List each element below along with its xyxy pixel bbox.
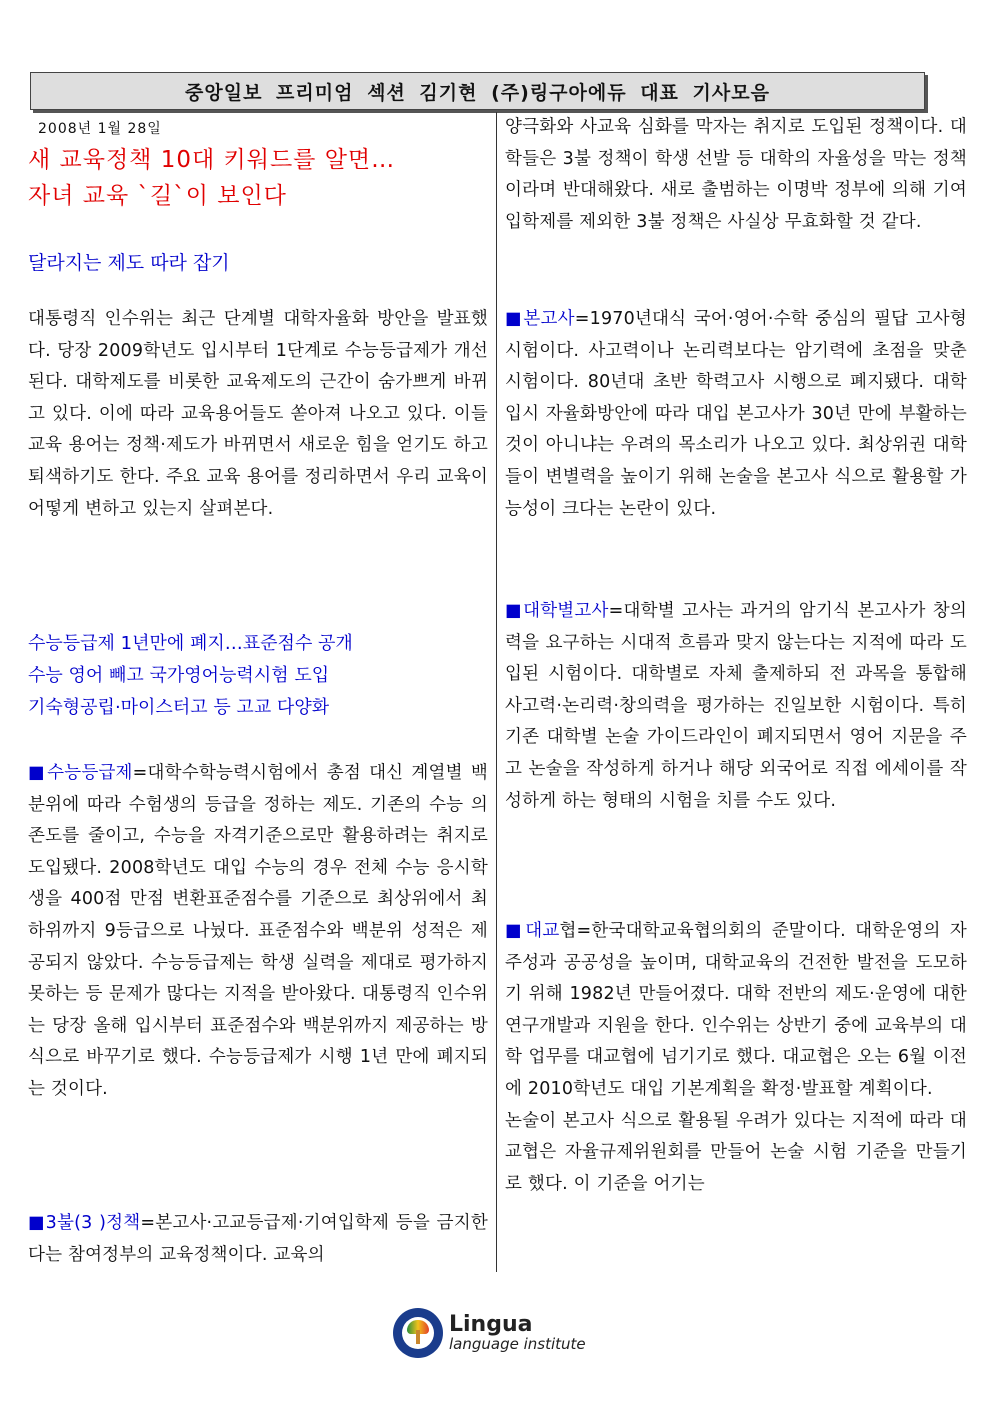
highlight-item: 수능 영어 빼고 국가영어능력시험 도입 <box>28 665 330 686</box>
term-suneung: 수능등급제 <box>47 763 133 783</box>
article-date: 2008년 1월 28일 <box>38 121 162 137</box>
header-title: 중앙일보 프리미엄 섹션 김기현 (주)링구아에듀 대표 기사모음 <box>185 81 770 104</box>
term-bongosa: 본고사 <box>523 309 575 329</box>
term-sambul: 3불(3 )정책 <box>45 1213 141 1233</box>
footer-text <box>449 1311 586 1353</box>
square-bullet-icon: ■ <box>505 309 524 329</box>
footer-sub: language institute <box>449 1334 586 1353</box>
bongosa-body: =1970년대식 국어·영어·수학 중심의 필답 고사형 시험이다. 사고력이나 논리력보다는 암기력에 초점을 맞춘 시험이다. 80년대 초반 학력고사 시행으로 폐지됐다. 대학입시 자율화방안에 따라 대입 본고사가 30년 만에 부활하는 것이 아니냐는 우려의 목소리가 나오고 있다. 최상위권 대학들이 변별력을 높이기 위해 논술을 본고사 식으로 활용할 가능성이 크다는 논란이 있다. <box>505 309 967 519</box>
lingua-tree-logo-icon <box>393 1308 443 1358</box>
column-divider <box>496 112 497 1272</box>
intro-paragraph: 대통령직 인수위는 최근 단계별 대학자율화 방안을 발표했다. 당장 2009학년도 입시부터 1단계로 수능등급제가 개선된다. 대학제도를 비롯한 교육제도의 근간이 숨가쁘게 바뀌고 있다. 이에 따라 교육용어들도 쏟아져 나오고 있다. 이들 교육 용어는 정책·제도가 바뀌면서 새로운 힘을 얻기도 하고 퇴색하기도 한다. 주요 교육 용어를 정리하면서 우리 교육이 어떻게 변하고 있는지 살펴본다. <box>28 309 488 519</box>
sambul-paragraph <box>28 1208 488 1271</box>
highlights-list <box>28 628 353 724</box>
page-header <box>30 72 925 110</box>
right-intro-paragraph: 양극화와 사교육 심화를 막자는 취지로 도입된 정책이다. 대학들은 3불 정책이 학생 선발 등 대학의 자율성을 막는 정책이라며 반대해왔다. 새로 출범하는 이명박 정부에 의해 기여입학제를 제외한 3불 정책은 사실상 무효화할 것 같다. <box>505 117 967 232</box>
bongosa-paragraph <box>505 304 967 525</box>
article-subhead: 달라지는 제도 따라 잡기 <box>28 252 230 274</box>
suneung-paragraph <box>28 758 488 1106</box>
article-title-line2: 자녀 교육 `길`이 보인다 <box>28 183 287 209</box>
term-daegyo-suffix: 협 <box>559 921 577 941</box>
daehak-body: =대학별 고사는 과거의 암기식 본고사가 창의력을 요구하는 시대적 흐름과 맞지 않는다는 지적에 따라 도입된 시험이다. 대학별로 자체 출제하되 전 과목을 통합해 사고력·논리력·창의력을 평가하는 진일보한 시험이다. 특히 기존 대학별 논술 가이드라인이 폐지되면서 영어 지문을 주고 논술을 작성하게 하거나 해당 외국어로 직접 에세이를 작성하게 하는 형태의 시험을 치를 수도 있다. <box>505 601 967 811</box>
square-bullet-icon: ■ <box>505 601 524 621</box>
daehak-paragraph <box>505 596 967 817</box>
square-bullet-icon: ■ <box>28 763 48 783</box>
footer-logo <box>393 1308 586 1358</box>
sambul-body: =본고사·고교등급제·기여입학제 등을 금지한다는 참여정부의 교육정책이다. 교육의 <box>28 1213 488 1265</box>
square-bullet-icon: ■ <box>28 1213 46 1233</box>
suneung-body: =대학수학능력시험에서 총점 대신 계열별 백분위에 따라 수험생의 등급을 정하는 제도. 기존의 수능 의존도를 줄이고, 수능을 자격기준으로만 활용하려는 취지로 도입됐다. 2008학년도 대입 수능의 경우 전체 수능 응시학생을 400점 만점 변환표준점수를 기준으로 최상위에서 최하위까지 9등급으로 나눴다. 표준점수와 백분위 성적은 제공되지 않았다. 수능등급제는 학생 실력을 제대로 평가하지 못하는 등 문제가 많다는 지적을 받아왔다. 대통령직 인수위는 당장 올해 입시부터 표준점수와 백분위까지 제공하는 방식으로 바꾸기로 했다. 수능등급제가 시행 1년 만에 폐지되는 것이다. <box>28 763 488 1099</box>
footer-brand: Lingua <box>449 1311 533 1337</box>
highlight-item: 수능등급제 1년만에 폐지…표준점수 공개 <box>28 633 353 654</box>
article-title-line1: 새 교육정책 10대 키워드를 알면… <box>28 147 396 173</box>
daegyo-body2: 논술이 본고사 식으로 활용될 우려가 있다는 지적에 따라 대교협은 자율규제위원회를 만들어 논술 시험 기준을 만들기로 했다. 이 기준을 어기는 <box>505 1110 967 1194</box>
daegyo-body: =한국대학교육협의회의 준말이다. 대학운영의 자주성과 공공성을 높이며, 대학교육의 건전한 발전을 도모하기 위해 1982년 만들어졌다. 대학 전반의 제도·운영에 대한 연구개발과 지원을 한다. 인수위는 상반기 중에 교육부의 대학 업무를 대교협에 넘기기로 했다. 대교협은 오는 6월 이전에 2010학년도 대입 기본계획을 확정·발표할 계획이다. <box>505 921 967 1099</box>
daegyo-paragraph <box>505 916 967 1200</box>
square-bullet-icon: ■ <box>505 921 526 941</box>
term-daehak: 대학별고사 <box>523 601 609 621</box>
term-daegyo: 대교 <box>525 921 560 941</box>
highlight-item: 기숙형공립·마이스터고 등 고교 다양화 <box>28 697 330 718</box>
